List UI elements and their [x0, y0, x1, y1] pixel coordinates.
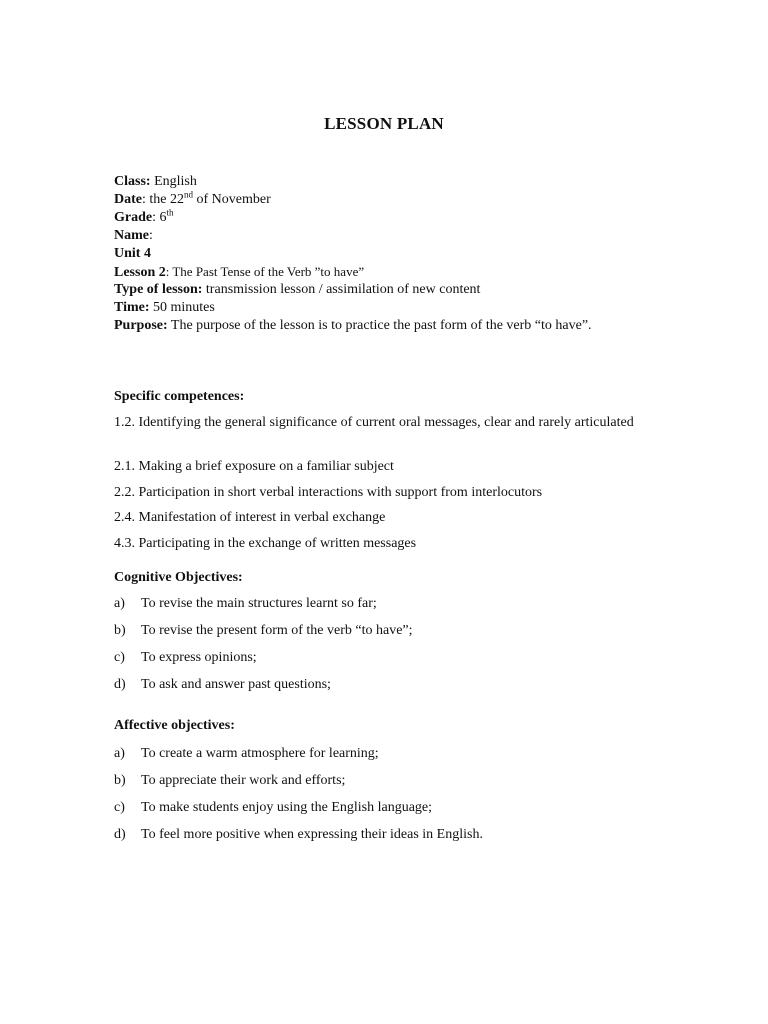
list-marker: d): [114, 677, 126, 692]
list-marker: b): [114, 623, 126, 638]
list-marker: b): [114, 773, 126, 788]
list-marker: a): [114, 596, 125, 611]
list-marker: c): [114, 650, 125, 665]
field-lesson: [114, 263, 674, 281]
list-item-text: To feel more positive when expressing their ideas in English.: [141, 827, 483, 842]
list-marker: d): [114, 827, 126, 842]
field-type: [114, 281, 674, 299]
lesson-info: [114, 173, 674, 335]
list-item-text: To revise the main structures learnt so far;: [141, 596, 377, 611]
field-grade: [114, 209, 674, 227]
field-value: transmission lesson / assimilation of new content: [202, 282, 481, 297]
list-item: [114, 799, 432, 817]
field-label: Time:: [114, 300, 150, 315]
field-time: [114, 299, 674, 317]
field-label: Type of lesson:: [114, 282, 203, 297]
list-item: [114, 622, 413, 640]
field-label: Class:: [114, 174, 151, 189]
field-value: : 6: [152, 210, 167, 225]
list-item: [114, 595, 377, 613]
field-label: Purpose:: [114, 318, 168, 333]
list-item: [114, 826, 483, 844]
field-class: [114, 173, 674, 191]
field-unit: [114, 245, 674, 263]
competence-item: 2.4. Manifestation of interest in verbal exchange: [114, 510, 386, 525]
field-value: of November: [193, 192, 271, 207]
field-date: [114, 191, 674, 209]
date-ordinal-suffix: nd: [184, 189, 193, 200]
list-item: [114, 745, 379, 763]
cognitive-objectives-heading: Cognitive Objectives:: [114, 570, 243, 585]
field-value: :: [149, 228, 153, 243]
field-name: [114, 227, 674, 245]
list-item-text: To revise the present form of the verb “to have”;: [141, 623, 413, 638]
list-marker: a): [114, 746, 125, 761]
field-value: : the 22: [142, 192, 184, 207]
list-item-text: To express opinions;: [141, 650, 257, 665]
specific-competences-heading: Specific competences:: [114, 389, 245, 404]
list-item-text: To make students enjoy using the English language;: [141, 800, 433, 815]
list-item-text: To create a warm atmosphere for learning;: [141, 746, 379, 761]
field-label: Lesson 2: [114, 265, 166, 280]
field-label: Unit 4: [114, 246, 151, 261]
list-item: [114, 772, 345, 790]
page-title: LESSON PLAN: [324, 114, 444, 133]
field-value: English: [150, 174, 197, 189]
competence-item: 4.3. Participating in the exchange of written messages: [114, 536, 417, 551]
competence-item: 2.1. Making a brief exposure on a familiar subject: [114, 459, 394, 474]
field-label: Grade: [114, 210, 153, 225]
field-value: 50 minutes: [149, 300, 215, 315]
field-label: Date: [114, 192, 142, 207]
list-item-text: To appreciate their work and efforts;: [141, 773, 346, 788]
competence-item: 2.2. Participation in short verbal interactions with support from interlocutors: [114, 485, 543, 500]
list-item-text: To ask and answer past questions;: [141, 677, 331, 692]
field-label: Name: [114, 228, 149, 243]
field-purpose: [114, 317, 674, 335]
field-value: The purpose of the lesson is to practice the past form of the verb “to have”.: [167, 318, 592, 333]
affective-objectives-heading: Affective objectives:: [114, 718, 235, 733]
field-value: : The Past Tense of the Verb ”to have”: [165, 264, 365, 279]
list-marker: c): [114, 800, 125, 815]
grade-ordinal-suffix: th: [166, 207, 174, 218]
competence-item: 1.2. Identifying the general significance of current oral messages, clear and rarely articulated: [114, 415, 634, 430]
list-item: [114, 676, 331, 694]
list-item: [114, 649, 257, 667]
